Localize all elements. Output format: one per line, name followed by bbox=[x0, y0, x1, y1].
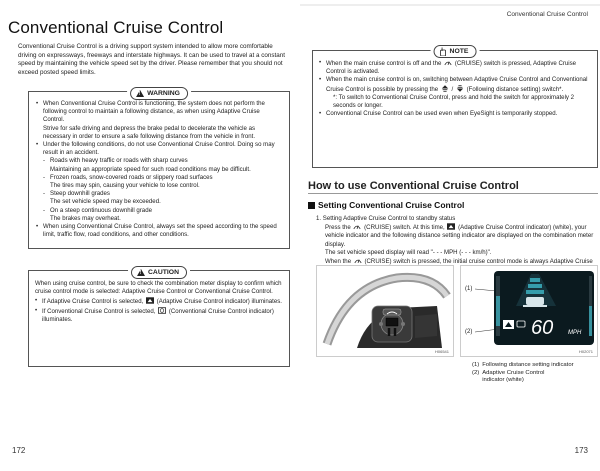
running-header: Conventional Cruise Control bbox=[506, 11, 588, 18]
list-item: • When the main cruise control is on, switching between Adaptive Cruise Control and Conventional Cruise Control is possible by pressing the / (Following distance setting) switch*. *: To switch to Conventional Cruise Control, press and hold the switch for approximately 2 seconds or longer. bbox=[319, 76, 591, 110]
warning-label: ! WARNING bbox=[127, 84, 191, 98]
list-item: • Conventional Cruise Control can be used even when EyeSight is temporarily stopped. bbox=[319, 110, 591, 118]
steering-wheel-illustration bbox=[317, 266, 453, 356]
list-item: • Under the following conditions, do not use Conventional Cruise Control. Doing so may result in an accident. - Roads with heavy traffic or roads with sharp curves Maintaining an appropriate speed for such road conditions may be difficult. - Frozen roads, snow-covered roads or slippery road surfaces The tires may spin, causing your vehicle to lose control. - Steep downhill grades The set vehicle speed may be exceeded. - On a steep continuous downhill grade The brakes may overheat. bbox=[36, 141, 282, 223]
caution-triangle-icon bbox=[137, 269, 145, 276]
warning-triangle-icon bbox=[136, 90, 144, 97]
steering-wheel-figure bbox=[316, 265, 454, 357]
note-label: NOTE bbox=[431, 43, 480, 57]
header-rule bbox=[300, 3, 600, 7]
adaptive-cruise-indicator-icon bbox=[146, 297, 154, 304]
cruise-switch-icon bbox=[444, 59, 452, 66]
set-speed-value: 60 bbox=[531, 317, 554, 339]
intro-paragraph: Conventional Cruise Control is a driving support system intended to allow more comfortable driving on expressways, freeways and interstate highways. It can be used to travel at a constant speed by maintaining the vehicle speed set by the driver. Please remember that you should not exceed posted speed limits. bbox=[18, 43, 286, 76]
caution-label: ! CAUTION bbox=[128, 263, 190, 277]
figure-code: H02071 bbox=[578, 349, 593, 354]
caption-item: (2) Adaptive Cruise Control indicator (white) bbox=[472, 369, 545, 384]
conventional-cruise-indicator-icon bbox=[158, 307, 166, 314]
warning-box bbox=[28, 91, 290, 249]
step-1: 1. Setting Adaptive Cruise Control to standby status Press the (CRUISE) switch. At this time, (Adaptive Cruise Control indicator) (white), your vehicle indicator and the following distance setting indicator are displayed on the combination meter display. The set vehicle speed display will read "- - - MPH (- - - km/h)". When the (CRUISE) switch is pressed, the initial cruise control mode is always Adaptive Cruise bbox=[316, 215, 594, 266]
list-item: • If Conventional Cruise Control is selected, (Conventional Cruise Control indicator) illuminates. bbox=[35, 307, 283, 324]
callout-1: (1) bbox=[465, 286, 473, 292]
speed-unit: MPH bbox=[568, 330, 582, 336]
list-item: • If Adaptive Cruise Control is selected, (Adaptive Cruise Control indicator) illuminates. bbox=[35, 297, 283, 306]
page-number: 173 bbox=[574, 446, 588, 455]
adaptive-cruise-indicator-icon bbox=[447, 223, 455, 230]
bullet-square-icon bbox=[308, 202, 315, 209]
caution-box: ! CAUTION When using cruise control, be sure to check the combination meter display to confirm which cruise control mode is selected: Adaptive Cruise Control or Conventional Cruise Control. • If Adaptive Cruise Control is selected, (Adaptive Cruise Control indicator) illuminates. • If Conventional Cruise Control is selected, (Conventional Cruise Control indicator) illuminates. bbox=[28, 270, 290, 367]
right-page bbox=[300, 0, 600, 471]
note-hand-icon bbox=[440, 47, 447, 56]
figure-captions bbox=[472, 362, 574, 385]
figure-code: H06541 bbox=[434, 349, 449, 354]
caution-list bbox=[35, 297, 283, 324]
cruise-switch-icon bbox=[353, 223, 361, 230]
subsection-title: Setting Conventional Cruise Control bbox=[308, 200, 464, 210]
page-number: 172 bbox=[12, 446, 26, 455]
page-title: Conventional Cruise Control bbox=[8, 18, 224, 37]
list-item: • When using Conventional Cruise Control, always set the speed according to the speed limit, traffic flow, road conditions, and other conditions. bbox=[36, 223, 282, 239]
meter-display-figure bbox=[460, 265, 598, 357]
note-box bbox=[312, 50, 598, 168]
distance-setting-up-icon bbox=[441, 85, 449, 92]
list-item: • When Conventional Cruise Control is functioning, the system does not perform the following control to maintain a following distance, as when using Adaptive Cruise Control. Strive for safe driving and depress the brake pedal to decelerate the vehicle as necessary in order to ensure a safe following distance from the vehicle in front. bbox=[36, 100, 282, 141]
cruise-switch-icon bbox=[354, 257, 362, 264]
section-title: How to use Conventional Cruise Control bbox=[308, 180, 598, 194]
caption-item: (1) Following distance setting indicator bbox=[472, 362, 574, 368]
list-item: • When the main cruise control is off and the (CRUISE) switch is pressed, Adaptive Cruise Control is activated. bbox=[319, 59, 591, 76]
distance-setting-down-icon bbox=[456, 85, 464, 92]
warning-list bbox=[36, 100, 282, 239]
acc-indicator-icon bbox=[503, 320, 514, 329]
combination-meter-display bbox=[461, 266, 597, 356]
note-list bbox=[319, 59, 591, 118]
callout-2: (2) bbox=[465, 329, 473, 335]
